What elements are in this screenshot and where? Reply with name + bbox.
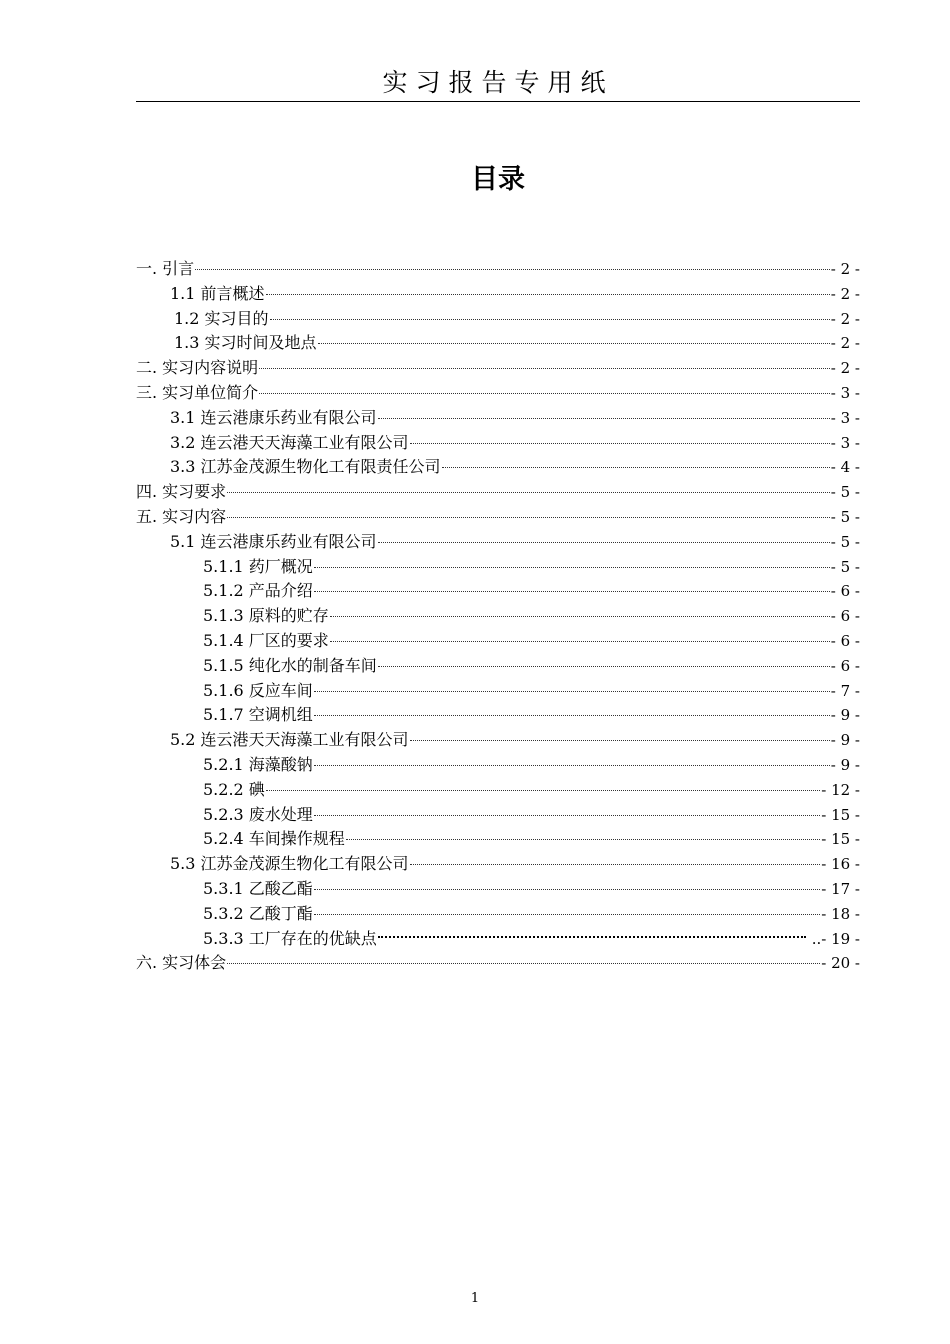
toc-entry-page: - 9 - xyxy=(830,706,860,725)
toc-entry-label: 5.1.3 原料的贮存 xyxy=(203,606,329,626)
toc-entry-label: 三. 实习单位简介 xyxy=(136,382,259,402)
toc-entry-page: - 6 - xyxy=(830,607,860,626)
toc-entry-label: 六. 实习体会 xyxy=(136,953,227,973)
toc-leader-dots xyxy=(410,864,821,865)
toc-entry-page: - 16 - xyxy=(821,855,860,874)
toc-entry[interactable] xyxy=(136,753,860,778)
toc-leader-dots xyxy=(195,269,830,270)
toc-entry[interactable] xyxy=(136,604,860,629)
header-divider xyxy=(136,101,860,102)
toc-entry-page: - 18 - xyxy=(821,904,860,923)
toc-entry-page: - 6 - xyxy=(830,582,860,601)
toc-entry-page: - 4 - xyxy=(830,458,860,477)
toc-entry-label: 3.1 连云港康乐药业有限公司 xyxy=(170,407,377,427)
toc-entry-label: 5.1.6 反应车间 xyxy=(203,680,313,700)
toc-entry[interactable] xyxy=(136,530,860,555)
toc-entry-label: 5.2 连云港天天海藻工业有限公司 xyxy=(170,730,409,750)
toc-leader-dots xyxy=(378,418,830,419)
toc-entry-label: 5.1.5 纯化水的制备车间 xyxy=(203,655,377,675)
toc-entry[interactable] xyxy=(136,803,860,828)
toc-entry[interactable] xyxy=(136,381,860,406)
toc-entry[interactable] xyxy=(136,827,860,852)
toc-leader-dots xyxy=(227,492,830,493)
toc-entry[interactable] xyxy=(136,579,860,604)
toc-entry-label: 四. 实习要求 xyxy=(136,482,227,502)
toc-entry[interactable] xyxy=(136,282,860,307)
toc-leader-dots xyxy=(314,567,830,568)
toc-leader-dots xyxy=(378,936,806,938)
toc-leader-dots xyxy=(410,443,830,444)
toc-leader-dots xyxy=(442,467,830,468)
toc-entry-label: 五. 实习内容 xyxy=(136,506,227,526)
toc-leader-dots xyxy=(259,368,830,369)
toc-leader-dots xyxy=(346,839,820,840)
toc-entry-page: - 6 - xyxy=(830,631,860,650)
toc-leader-dots xyxy=(314,914,820,915)
toc-entry-label: 1.2 实习目的 xyxy=(174,308,269,328)
toc-entry-label: 5.3.3 工厂存在的优缺点 xyxy=(203,928,377,948)
toc-leader-dots xyxy=(314,591,830,592)
toc-entry-label: 1.1 前言概述 xyxy=(170,283,265,303)
toc-entry[interactable] xyxy=(136,480,860,505)
toc-entry-page: - 9 - xyxy=(830,755,860,774)
toc-leader-dots xyxy=(227,517,830,518)
toc-entry-page: ..- 19 - xyxy=(811,929,860,948)
toc-leader-dots xyxy=(314,815,820,816)
toc-entry-label: 5.2.3 废水处理 xyxy=(203,804,313,824)
toc-entry[interactable] xyxy=(136,927,860,952)
toc-entry-label: 5.2.4 车间操作规程 xyxy=(203,829,345,849)
toc-leader-dots xyxy=(259,393,830,394)
toc-entry[interactable] xyxy=(136,356,860,381)
toc-leader-dots xyxy=(266,790,820,791)
toc-entry-label: 5.3.2 乙酸丁酯 xyxy=(203,903,313,923)
toc-entry[interactable] xyxy=(136,257,860,282)
toc-leader-dots xyxy=(314,691,830,692)
toc-entry[interactable] xyxy=(136,778,860,803)
toc-entry-label: 5.2.2 碘 xyxy=(203,779,265,799)
toc-entry-page: - 2 - xyxy=(830,309,860,328)
toc-entry-label: 二. 实习内容说明 xyxy=(136,358,259,378)
toc-entry-page: - 20 - xyxy=(821,954,860,973)
toc-entry-page: - 7 - xyxy=(830,681,860,700)
toc-entry-page: - 15 - xyxy=(821,805,860,824)
toc-entry-label: 5.1.1 药厂概况 xyxy=(203,556,313,576)
toc-entry[interactable] xyxy=(136,555,860,580)
toc-entry[interactable] xyxy=(136,331,860,356)
toc-entry[interactable] xyxy=(136,852,860,877)
toc-entry-label: 5.2.1 海藻酸钠 xyxy=(203,754,313,774)
toc-entry-page: - 2 - xyxy=(830,359,860,378)
toc-leader-dots xyxy=(378,666,830,667)
toc-entry-page: - 2 - xyxy=(830,260,860,278)
toc-entry-page: - 6 - xyxy=(830,656,860,675)
toc-leader-dots xyxy=(314,889,820,890)
toc-leader-dots xyxy=(410,740,830,741)
toc-leader-dots xyxy=(266,294,830,295)
toc-entry-page: - 5 - xyxy=(830,532,860,551)
toc-entry-label: 3.3 江苏金茂源生物化工有限责任公司 xyxy=(170,457,441,477)
toc-entry-label: 5.3.1 乙酸乙酯 xyxy=(203,878,313,898)
toc-entry-page: - 5 - xyxy=(830,557,860,576)
toc-entry[interactable] xyxy=(136,679,860,704)
toc-entry[interactable] xyxy=(136,728,860,753)
toc-leader-dots xyxy=(314,765,830,766)
toc-entry-label: 5.3 江苏金茂源生物化工有限公司 xyxy=(170,854,409,874)
table-of-contents xyxy=(136,257,860,976)
toc-entry-label: 3.2 连云港天天海藻工业有限公司 xyxy=(170,432,409,452)
toc-entry[interactable] xyxy=(136,307,860,332)
toc-entry-page: - 2 - xyxy=(830,334,860,353)
page-number: 1 xyxy=(470,1291,480,1306)
toc-entry[interactable] xyxy=(136,629,860,654)
toc-entry[interactable] xyxy=(136,902,860,927)
toc-entry-label: 5.1.2 产品介绍 xyxy=(203,581,313,601)
toc-leader-dots xyxy=(314,715,830,716)
toc-entry-label: 一. 引言 xyxy=(136,259,195,278)
toc-entry-page: - 3 - xyxy=(830,408,860,427)
toc-entry[interactable] xyxy=(136,703,860,728)
toc-entry[interactable] xyxy=(136,877,860,902)
toc-entry-label: 5.1.7 空调机组 xyxy=(203,705,313,725)
toc-entry-page: - 3 - xyxy=(830,433,860,452)
toc-entry-page: - 9 - xyxy=(830,731,860,750)
toc-entry[interactable] xyxy=(136,455,860,480)
toc-entry-page: - 2 - xyxy=(830,284,860,303)
toc-entry[interactable] xyxy=(136,951,860,976)
toc-entry-page: - 17 - xyxy=(821,879,860,898)
toc-entry-page: - 3 - xyxy=(830,383,860,402)
toc-leader-dots xyxy=(330,616,830,617)
page-header-title: 实习报告专用纸 xyxy=(382,68,614,97)
toc-entry-page: - 12 - xyxy=(821,780,860,799)
toc-entry[interactable] xyxy=(136,406,860,431)
toc-title: 目录 xyxy=(471,164,525,195)
toc-entry[interactable] xyxy=(136,505,860,530)
toc-entry-page: - 5 - xyxy=(830,483,860,502)
toc-entry-page: - 5 - xyxy=(830,507,860,526)
toc-leader-dots xyxy=(270,319,830,320)
toc-leader-dots xyxy=(330,641,830,642)
toc-leader-dots xyxy=(318,343,830,344)
toc-entry-label: 5.1.4 厂区的要求 xyxy=(203,630,329,650)
toc-leader-dots xyxy=(378,542,830,543)
toc-entry-label: 5.1 连云港康乐药业有限公司 xyxy=(170,531,377,551)
toc-entry[interactable] xyxy=(136,654,860,679)
toc-entry[interactable] xyxy=(136,431,860,456)
toc-entry-page: - 15 - xyxy=(821,830,860,849)
toc-entry-label: 1.3 实习时间及地点 xyxy=(174,333,317,353)
toc-leader-dots xyxy=(227,963,820,964)
